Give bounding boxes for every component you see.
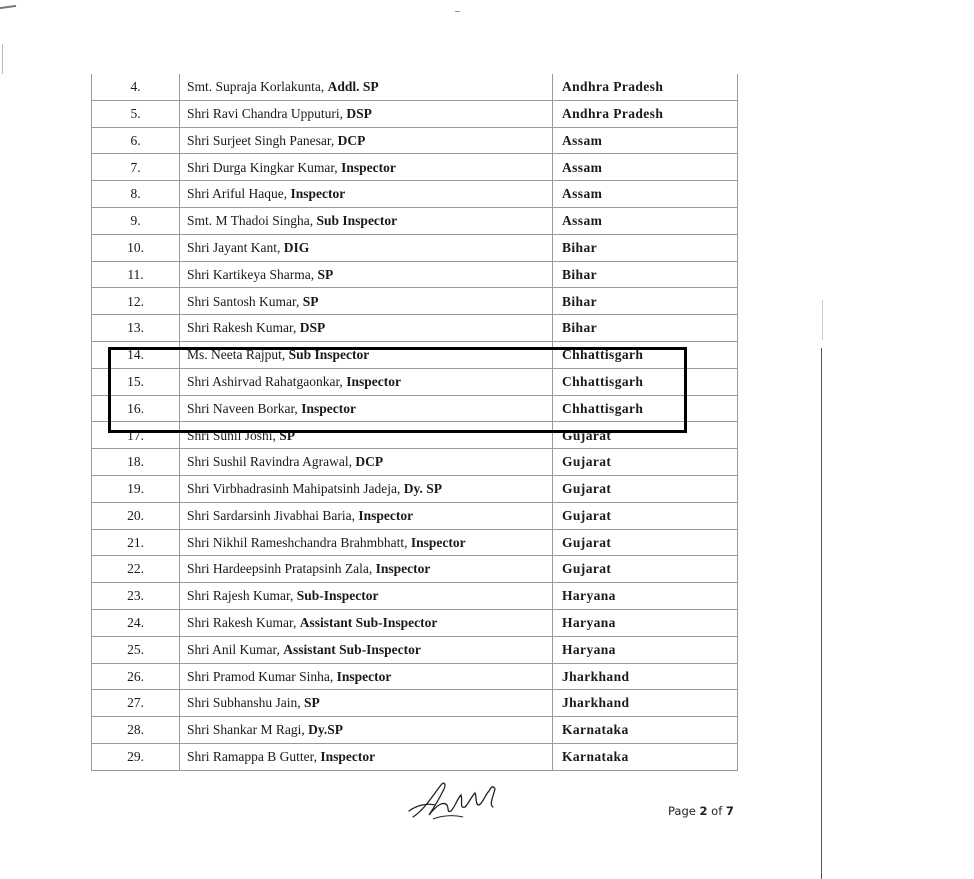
- officer-name-cell: [180, 154, 553, 181]
- officer-name-cell: [180, 368, 553, 395]
- state-name: Karnataka: [553, 743, 738, 770]
- table-row: [92, 690, 738, 717]
- officer-name-cell: [180, 422, 553, 449]
- state-name: Jharkhand: [553, 663, 738, 690]
- scan-artifact: [0, 5, 16, 9]
- officer-rank: Inspector: [336, 668, 392, 684]
- officer-rank: Inspector: [301, 400, 356, 416]
- table-row: [92, 368, 738, 395]
- serial-number: 28.: [92, 717, 180, 744]
- officer-rank: Inspector: [358, 507, 414, 523]
- officer-name: Shri Subhanshu Jain,: [187, 695, 305, 711]
- state-name: Karnataka: [553, 717, 738, 744]
- awardee-table: [91, 74, 738, 771]
- state-name: Assam: [553, 154, 738, 181]
- officer-rank: Sub Inspector: [316, 213, 398, 229]
- table-row: [92, 449, 738, 476]
- officer-rank: Inspector: [320, 749, 376, 765]
- table-row: [92, 502, 738, 529]
- officer-name-cell: [180, 449, 553, 476]
- officer-name-cell: [180, 127, 553, 154]
- officer-name: Shri Ravi Chandra Upputuri,: [187, 105, 347, 121]
- table-row: [92, 127, 738, 154]
- state-name: Gujarat: [553, 475, 738, 502]
- officer-name: Shri Santosh Kumar,: [187, 293, 303, 309]
- officer-name: Shri Anil Kumar,: [187, 641, 284, 657]
- state-name: Assam: [553, 127, 738, 154]
- table-row: [92, 315, 738, 342]
- officer-name-cell: [180, 583, 553, 610]
- officer-name-cell: [180, 717, 553, 744]
- officer-name-cell: [180, 743, 553, 770]
- serial-number: 26.: [92, 663, 180, 690]
- officer-name-cell: [180, 556, 553, 583]
- serial-number: 23.: [92, 583, 180, 610]
- serial-number: 24.: [92, 609, 180, 636]
- state-name: Bihar: [553, 261, 738, 288]
- officer-rank: Inspector: [375, 561, 431, 577]
- officer-rank: Sub Inspector: [288, 347, 370, 363]
- officer-rank: DSP: [346, 105, 372, 121]
- serial-number: 18.: [92, 449, 180, 476]
- serial-number: 17.: [92, 422, 180, 449]
- officer-name: Smt. M Thadoi Singha,: [187, 213, 317, 229]
- officer-name-cell: [180, 341, 553, 368]
- officer-rank: DCP: [337, 132, 366, 148]
- officer-rank: Assistant Sub-Inspector: [283, 641, 421, 657]
- state-name: Chhattisgarh: [553, 395, 738, 422]
- officer-name: Shri Sunil Joshi,: [187, 427, 280, 443]
- officer-name: Shri Durga Kingkar Kumar,: [187, 159, 342, 175]
- table-row: [92, 717, 738, 744]
- page-number-current: 2: [699, 804, 708, 818]
- officer-rank: Dy.SP: [308, 722, 344, 738]
- officer-name: Shri Rakesh Kumar,: [187, 615, 300, 631]
- page-number-label: Page: [668, 804, 700, 818]
- serial-number: 15.: [92, 368, 180, 395]
- officer-name-cell: [180, 261, 553, 288]
- officer-name-cell: [180, 100, 553, 127]
- officer-name-cell: [180, 663, 553, 690]
- officer-rank: Assistant Sub-Inspector: [299, 615, 438, 631]
- serial-number: 13.: [92, 315, 180, 342]
- table-row: [92, 609, 738, 636]
- serial-number: 5.: [92, 100, 180, 127]
- table-row: [92, 556, 738, 583]
- officer-name-cell: [180, 315, 553, 342]
- page-number: [668, 804, 734, 818]
- officer-name-cell: [180, 475, 553, 502]
- officer-name: Shri Rakesh Kumar,: [187, 320, 300, 336]
- table-row: [92, 529, 738, 556]
- serial-number: 20.: [92, 502, 180, 529]
- table-row: [92, 395, 738, 422]
- table-row: [92, 261, 738, 288]
- officer-name-cell: [180, 609, 553, 636]
- scan-artifact: [822, 300, 823, 340]
- state-name: Gujarat: [553, 449, 738, 476]
- officer-name: Shri Sushil Ravindra Agrawal,: [187, 454, 356, 470]
- officer-name: Shri Rajesh Kumar,: [187, 588, 297, 604]
- officer-name: Shri Hardeepsinh Pratapsinh Zala,: [187, 561, 376, 577]
- serial-number: 4.: [92, 74, 180, 100]
- officer-rank: Sub-Inspector: [296, 588, 379, 604]
- officer-name-cell: [180, 502, 553, 529]
- serial-number: 12.: [92, 288, 180, 315]
- state-name: Gujarat: [553, 502, 738, 529]
- state-name: Bihar: [553, 315, 738, 342]
- state-name: Chhattisgarh: [553, 341, 738, 368]
- awardee-table-body: [92, 74, 738, 770]
- officer-rank: SP: [304, 695, 320, 711]
- officer-name: Shri Naveen Borkar,: [187, 400, 302, 416]
- table-row: [92, 100, 738, 127]
- officer-name: Shri Nikhil Rameshchandra Brahmbhatt,: [187, 534, 411, 550]
- scan-artifact: [2, 44, 3, 74]
- serial-number: 19.: [92, 475, 180, 502]
- officer-rank: Addl. SP: [327, 79, 379, 95]
- officer-name-cell: [180, 690, 553, 717]
- serial-number: 9.: [92, 207, 180, 234]
- officer-rank: SP: [317, 266, 334, 282]
- officer-rank: DCP: [355, 454, 384, 470]
- serial-number: 6.: [92, 127, 180, 154]
- officer-name: Shri Kartikeya Sharma,: [187, 266, 318, 282]
- officer-rank: DSP: [299, 320, 326, 336]
- state-name: Gujarat: [553, 556, 738, 583]
- officer-name-cell: [180, 529, 553, 556]
- state-name: Assam: [553, 181, 738, 208]
- serial-number: 27.: [92, 690, 180, 717]
- serial-number: 7.: [92, 154, 180, 181]
- serial-number: 11.: [92, 261, 180, 288]
- officer-rank: Dy. SP: [403, 481, 443, 497]
- table-row: [92, 234, 738, 261]
- state-name: Gujarat: [553, 422, 738, 449]
- table-row: [92, 583, 738, 610]
- officer-name: Shri Ashirvad Rahatgaonkar,: [187, 373, 347, 389]
- officer-name-cell: [180, 234, 553, 261]
- officer-name: Shri Surjeet Singh Panesar,: [187, 132, 338, 148]
- serial-number: 21.: [92, 529, 180, 556]
- scan-edge-line: [821, 348, 822, 879]
- signature-icon: [403, 775, 503, 825]
- state-name: Jharkhand: [553, 690, 738, 717]
- officer-name: Shri Jayant Kant,: [187, 239, 284, 255]
- serial-number: 25.: [92, 636, 180, 663]
- serial-number: 10.: [92, 234, 180, 261]
- state-name: Bihar: [553, 234, 738, 261]
- state-name: Andhra Pradesh: [553, 100, 738, 127]
- page-number-total: 7: [725, 804, 734, 818]
- table-row: [92, 636, 738, 663]
- serial-number: 14.: [92, 341, 180, 368]
- table-row: [92, 475, 738, 502]
- state-name: Gujarat: [553, 529, 738, 556]
- table-row: [92, 288, 738, 315]
- officer-name: Shri Ramappa B Gutter,: [187, 749, 321, 765]
- state-name: Chhattisgarh: [553, 368, 738, 395]
- officer-name-cell: [180, 181, 553, 208]
- scan-artifact: [455, 11, 460, 12]
- officer-name: Shri Ariful Haque,: [187, 186, 291, 202]
- state-name: Assam: [553, 207, 738, 234]
- officer-name-cell: [180, 74, 553, 100]
- serial-number: 22.: [92, 556, 180, 583]
- serial-number: 8.: [92, 181, 180, 208]
- officer-name-cell: [180, 636, 553, 663]
- state-name: Haryana: [553, 609, 738, 636]
- state-name: Haryana: [553, 636, 738, 663]
- officer-name-cell: [180, 395, 553, 422]
- officer-rank: Inspector: [346, 373, 401, 389]
- serial-number: 16.: [92, 395, 180, 422]
- officer-rank: Inspector: [290, 186, 346, 202]
- table-row: [92, 663, 738, 690]
- officer-rank: SP: [302, 293, 319, 309]
- table-row: [92, 207, 738, 234]
- officer-name-cell: [180, 288, 553, 315]
- officer-rank: Inspector: [410, 534, 466, 550]
- officer-name: Smt. Supraja Korlakunta,: [187, 79, 328, 95]
- state-name: Haryana: [553, 583, 738, 610]
- officer-name: Shri Pramod Kumar Sinha,: [187, 668, 337, 684]
- table-row: [92, 422, 738, 449]
- table-row: [92, 743, 738, 770]
- serial-number: 29.: [92, 743, 180, 770]
- state-name: Bihar: [553, 288, 738, 315]
- officer-name: Ms. Neeta Rajput,: [187, 347, 289, 363]
- state-name: Andhra Pradesh: [553, 74, 738, 100]
- officer-rank: SP: [279, 427, 296, 443]
- page-number-of: of: [707, 804, 726, 818]
- officer-name: Shri Shankar M Ragi,: [187, 722, 309, 738]
- officer-name: Shri Virbhadrasinh Mahipatsinh Jadeja,: [187, 481, 404, 497]
- officer-name: Shri Sardarsinh Jivabhai Baria,: [187, 507, 359, 523]
- officer-rank: DIG: [283, 239, 310, 255]
- table-row: [92, 74, 738, 100]
- officer-rank: Inspector: [341, 159, 396, 175]
- officer-name-cell: [180, 207, 553, 234]
- table-row: [92, 154, 738, 181]
- table-row: [92, 341, 738, 368]
- table-row: [92, 181, 738, 208]
